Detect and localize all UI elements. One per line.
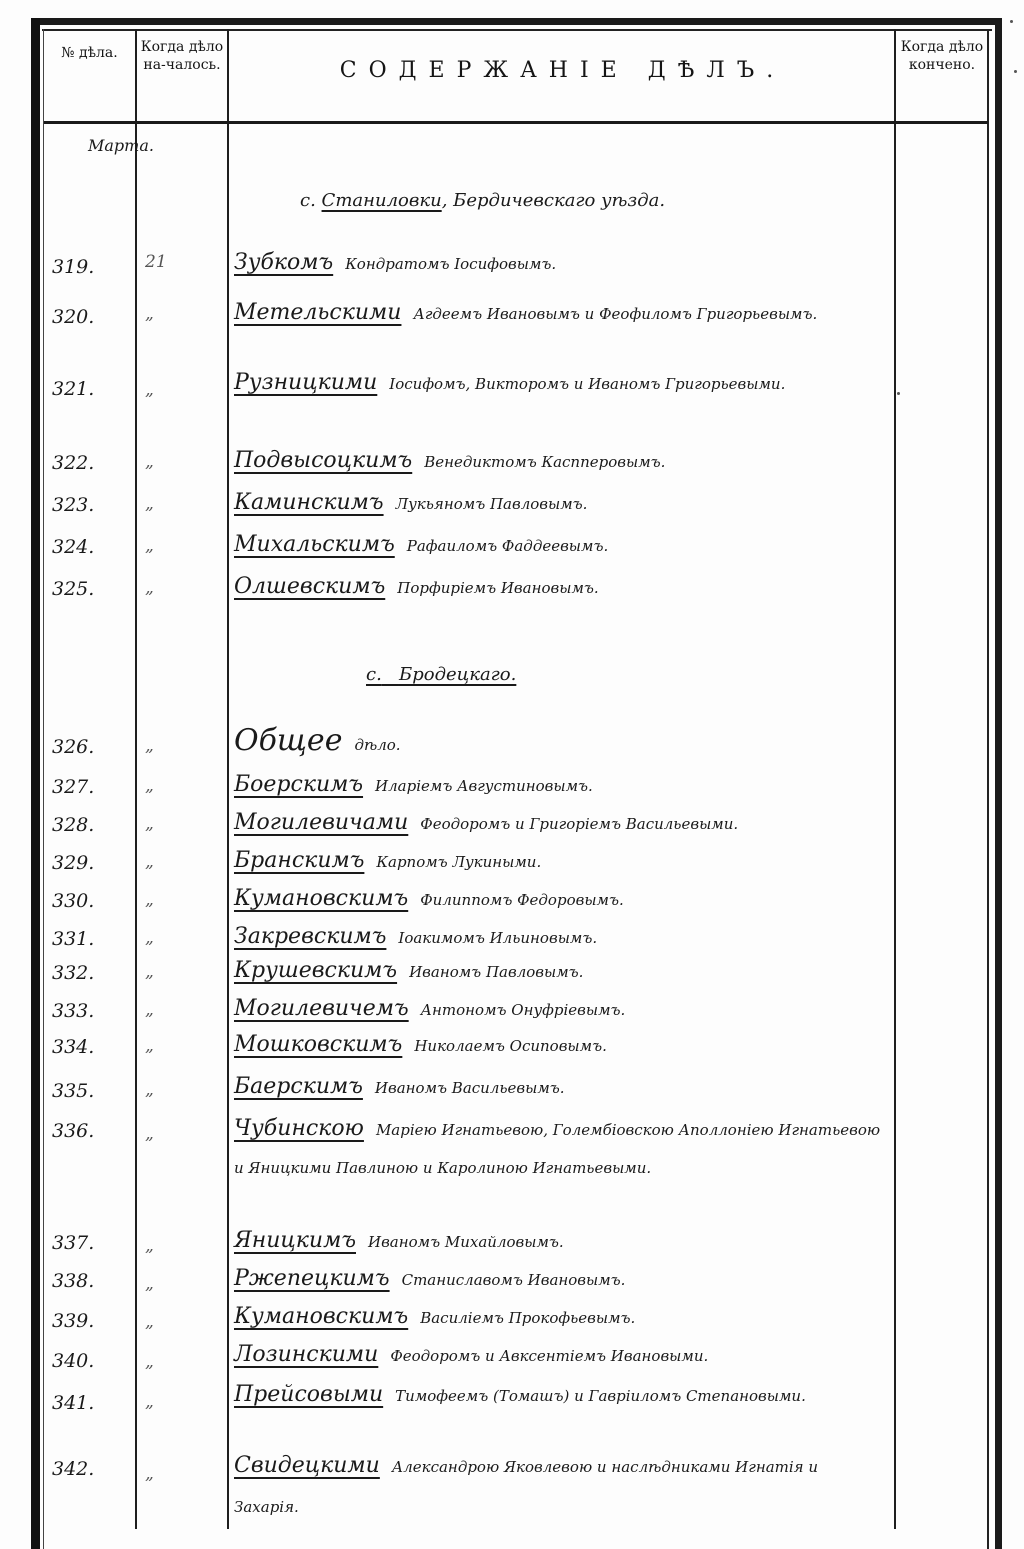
case-details: Маріею Игнатьевою, Голембіовскою Аполлоніею Игнатьевою и Яницкими Павлиною и Каролиною Игнатьевыми. bbox=[234, 1121, 881, 1177]
date-started-mark: „ bbox=[145, 578, 154, 598]
case-details: Кондратомъ Іосифовымъ. bbox=[345, 255, 557, 273]
inner-frame-right bbox=[987, 29, 989, 1549]
section-place: Бродецкаго. bbox=[398, 664, 517, 685]
date-started-mark: „ bbox=[145, 1080, 154, 1100]
header-date-ended-label: Когда дѣло кончено. bbox=[900, 39, 984, 73]
surname: Михальскимъ bbox=[234, 532, 395, 557]
header-date-started-label: Когда дѣло на-чалось. bbox=[140, 39, 224, 73]
section-prefix: с. bbox=[300, 190, 316, 211]
header-contents-title: СОДЕРЖАНІЕ ДѢЛЪ. bbox=[339, 58, 786, 83]
date-started-mark: „ bbox=[145, 1124, 154, 1144]
case-number: 323. bbox=[52, 494, 95, 516]
case-number: 328. bbox=[52, 814, 95, 836]
case-contents bbox=[234, 920, 884, 955]
case-details: Иларіемъ Августиновымъ. bbox=[375, 777, 593, 795]
date-started-mark: 21 bbox=[145, 252, 167, 272]
case-contents bbox=[234, 366, 884, 401]
case-number: 320. bbox=[52, 306, 95, 328]
case-details: Николаемъ Осиповымъ. bbox=[414, 1037, 607, 1055]
surname: Рузницкими bbox=[234, 370, 378, 395]
case-details: Иваномъ Михайловымъ. bbox=[368, 1233, 564, 1251]
section-heading-brodetskago bbox=[366, 664, 516, 685]
case-details: Карпомъ Лукиными. bbox=[376, 853, 542, 871]
inner-frame-top bbox=[42, 29, 992, 31]
surname: Бранскимъ bbox=[234, 848, 365, 873]
case-number: 331. bbox=[52, 928, 95, 950]
date-started-mark: „ bbox=[145, 1036, 154, 1056]
case-details: Іоакимомъ Ильиновымъ. bbox=[398, 929, 598, 947]
header-case-number bbox=[44, 44, 135, 62]
case-details: Иваномъ Васильевымъ. bbox=[374, 1079, 565, 1097]
surname: Яницкимъ bbox=[234, 1228, 356, 1253]
column-divider-number bbox=[135, 29, 137, 1529]
surname: Крушевскимъ bbox=[234, 958, 398, 983]
surname: Свидецкими bbox=[234, 1453, 380, 1478]
case-contents bbox=[234, 724, 884, 762]
header-case-number-label: № дѣла. bbox=[61, 45, 118, 61]
header-date-ended bbox=[897, 38, 987, 74]
date-started-mark: „ bbox=[145, 1352, 154, 1372]
case-number: 338. bbox=[52, 1270, 95, 1292]
case-number: 330. bbox=[52, 890, 95, 912]
date-started-mark: „ bbox=[145, 890, 154, 910]
case-details: Тимофеемъ (Томашъ) и Гавріиломъ Степановыми. bbox=[395, 1387, 806, 1405]
date-started-mark: „ bbox=[145, 1392, 154, 1412]
case-number: 326. bbox=[52, 736, 95, 758]
date-started-mark: „ bbox=[145, 962, 154, 982]
inner-frame-left bbox=[43, 29, 44, 1549]
header-date-started bbox=[138, 38, 226, 74]
date-started-mark: „ bbox=[145, 776, 154, 796]
case-number: 325. bbox=[52, 578, 95, 600]
case-details: Агдеемъ Ивановымъ и Феофиломъ Григорьевымъ. bbox=[413, 305, 818, 323]
surname: Метельскими bbox=[234, 300, 402, 325]
case-contents bbox=[234, 1070, 884, 1105]
header-rule bbox=[44, 121, 988, 124]
date-started-mark: „ bbox=[145, 928, 154, 948]
case-contents bbox=[234, 1338, 884, 1373]
ink-speck bbox=[1010, 20, 1013, 23]
month-label: Марта. bbox=[88, 136, 154, 155]
case-contents bbox=[234, 1110, 884, 1187]
surname: Общее bbox=[234, 723, 343, 758]
case-number: 334. bbox=[52, 1036, 95, 1058]
surname: Подвысоцкимъ bbox=[234, 448, 413, 473]
date-started-mark: „ bbox=[145, 1236, 154, 1256]
surname: Могилевичами bbox=[234, 810, 409, 835]
case-details: Филиппомъ Федоровымъ. bbox=[420, 891, 624, 909]
case-number: 341. bbox=[52, 1392, 95, 1414]
outer-frame-right bbox=[995, 18, 1002, 1549]
surname: Закревскимъ bbox=[234, 924, 387, 949]
column-divider-ended bbox=[894, 29, 896, 1529]
case-contents bbox=[234, 768, 884, 803]
date-started-mark: „ bbox=[145, 1274, 154, 1294]
case-contents bbox=[234, 1028, 884, 1063]
surname: Мошковскимъ bbox=[234, 1032, 403, 1057]
case-details: Лукьяномъ Павловымъ. bbox=[395, 495, 588, 513]
case-contents bbox=[234, 954, 884, 989]
date-started-mark: „ bbox=[145, 852, 154, 872]
case-contents bbox=[234, 1224, 884, 1259]
surname: Баерскимъ bbox=[234, 1074, 363, 1099]
case-contents bbox=[234, 246, 884, 281]
surname: Каминскимъ bbox=[234, 490, 384, 515]
case-details: Феодоромъ и Григоріемъ Васильевыми. bbox=[420, 815, 739, 833]
surname: Боерскимъ bbox=[234, 772, 364, 797]
case-number: 327. bbox=[52, 776, 95, 798]
case-details: Порфиріемъ Ивановымъ. bbox=[397, 579, 599, 597]
case-number: 339. bbox=[52, 1310, 95, 1332]
section-place: Станиловки bbox=[321, 190, 442, 211]
case-details: дѣло. bbox=[354, 736, 401, 754]
case-details: Рафаиломъ Фаддеевымъ. bbox=[406, 537, 609, 555]
case-number: 322. bbox=[52, 452, 95, 474]
case-number: 329. bbox=[52, 852, 95, 874]
date-started-mark: „ bbox=[145, 452, 154, 472]
case-contents bbox=[234, 806, 884, 841]
surname: Могилевичемъ bbox=[234, 996, 409, 1021]
case-details: Станиславомъ Ивановымъ. bbox=[401, 1271, 626, 1289]
case-details: Венедиктомъ Каспперовымъ. bbox=[424, 453, 666, 471]
case-contents bbox=[234, 570, 884, 605]
date-started-mark: „ bbox=[145, 736, 154, 756]
surname: Чубинскою bbox=[234, 1116, 364, 1141]
case-number: 319. bbox=[52, 256, 95, 278]
case-contents bbox=[234, 1446, 884, 1527]
case-details: Василіемъ Прокофьевымъ. bbox=[420, 1309, 636, 1327]
case-contents bbox=[234, 444, 884, 479]
case-number: 332. bbox=[52, 962, 95, 984]
case-number: 333. bbox=[52, 1000, 95, 1022]
case-contents bbox=[234, 486, 884, 521]
ink-speck bbox=[1014, 70, 1017, 73]
outer-frame-left bbox=[31, 18, 40, 1549]
case-contents bbox=[234, 528, 884, 563]
case-contents bbox=[234, 1300, 884, 1335]
section-heading-stanilovki bbox=[300, 190, 665, 211]
outer-frame-top bbox=[31, 18, 1001, 25]
surname: Лозинскими bbox=[234, 1342, 379, 1367]
date-started-mark: „ bbox=[145, 1000, 154, 1020]
date-started-mark: „ bbox=[145, 380, 154, 400]
case-contents bbox=[234, 992, 884, 1027]
case-number: 324. bbox=[52, 536, 95, 558]
case-details: Феодоромъ и Авксентіемъ Ивановыми. bbox=[390, 1347, 709, 1365]
surname: Кумановскимъ bbox=[234, 1304, 409, 1329]
case-number: 342. bbox=[52, 1458, 95, 1480]
surname: Прейсовыми bbox=[234, 1382, 384, 1407]
surname: Ржепецкимъ bbox=[234, 1266, 390, 1291]
surname: Кумановскимъ bbox=[234, 886, 409, 911]
case-number: 336. bbox=[52, 1120, 95, 1142]
case-details: Александрою Яковлевою и наслѣдниками Игнатія и Захарія. bbox=[234, 1458, 819, 1516]
case-number: 337. bbox=[52, 1232, 95, 1254]
date-started-mark: „ bbox=[145, 814, 154, 834]
date-started-mark: „ bbox=[145, 1312, 154, 1332]
section-suffix: , Бердичевскаго уѣзда. bbox=[441, 190, 666, 211]
surname: Олшевскимъ bbox=[234, 574, 386, 599]
case-contents bbox=[234, 1262, 884, 1297]
case-number: 321. bbox=[52, 378, 95, 400]
case-contents bbox=[234, 882, 884, 917]
case-contents bbox=[234, 296, 884, 331]
date-started-mark: „ bbox=[145, 536, 154, 556]
ink-speck bbox=[897, 392, 900, 395]
surname: Зубкомъ bbox=[234, 250, 334, 275]
case-details: Іосифомъ, Викторомъ и Иваномъ Григорьевыми. bbox=[389, 375, 786, 393]
section-prefix: с. bbox=[366, 664, 382, 685]
column-divider-started bbox=[227, 29, 229, 1529]
case-details: Иваномъ Павловымъ. bbox=[409, 963, 584, 981]
case-number: 340. bbox=[52, 1350, 95, 1372]
date-started-mark: „ bbox=[145, 494, 154, 514]
date-started-mark: „ bbox=[145, 1464, 154, 1484]
case-contents bbox=[234, 1380, 884, 1411]
case-number: 335. bbox=[52, 1080, 95, 1102]
date-started-mark: „ bbox=[145, 304, 154, 324]
section-heading-underlined bbox=[366, 664, 516, 685]
case-contents bbox=[234, 844, 884, 879]
case-details: Антономъ Онуфріевымъ. bbox=[420, 1001, 626, 1019]
